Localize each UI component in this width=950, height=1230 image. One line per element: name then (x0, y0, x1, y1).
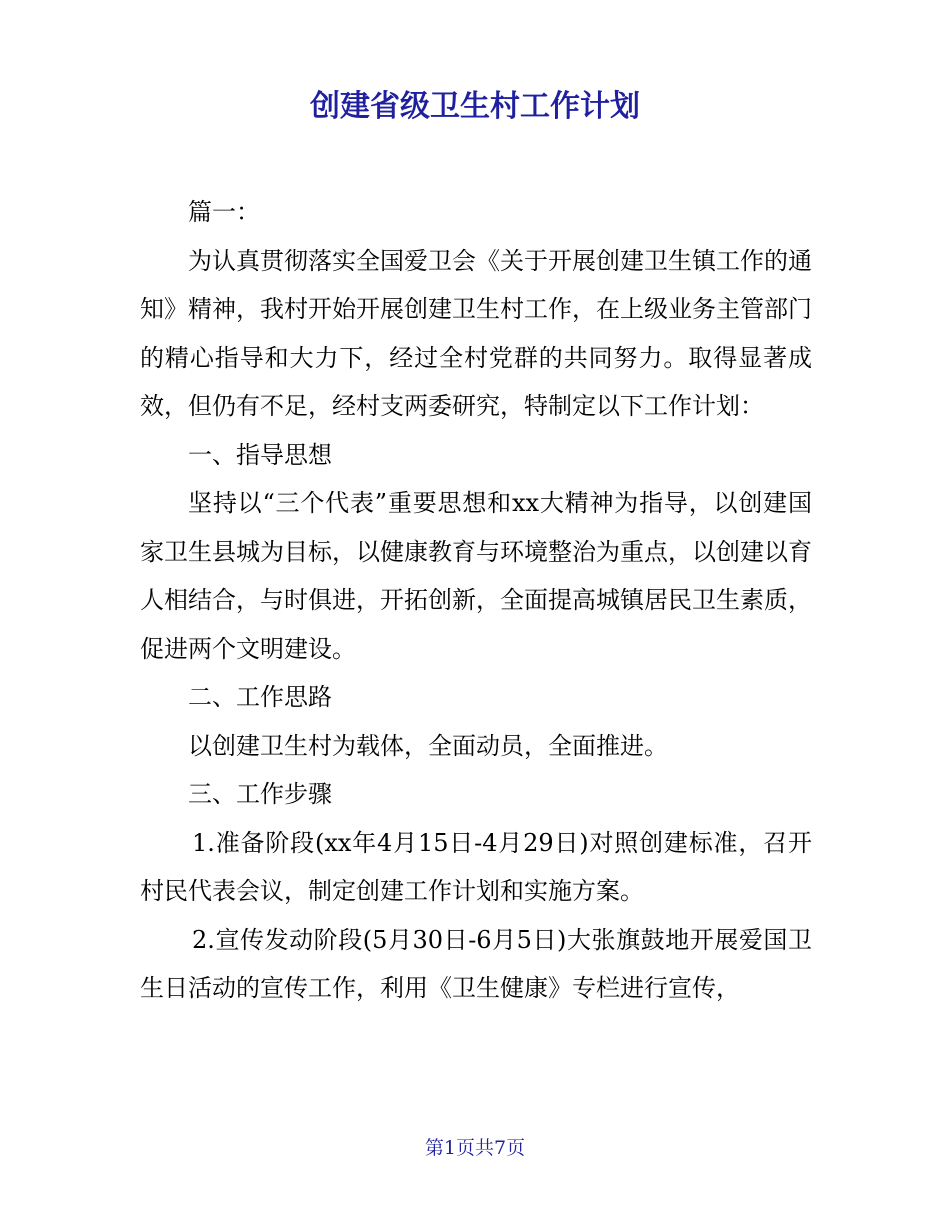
paragraph-section-label: 篇一： (188, 198, 260, 226)
paragraph-intro: 为认真贯彻落实全国爱卫会《关于开展创建卫生镇工作的通知》精神，我村开始开展创建卫生村工作，在上级业务主管部门的精心指导和大力下，经过全村党群的共同努力。取得显著成效，但仍有不足，经村支两委研究，特制定以下工作计划： (140, 246, 812, 420)
paragraph-guiding-ideology: 坚持以“三个代表”重要思想和xx大精神为指导，以创建国家卫生县城为目标，以健康教育与环境整治为重点，以创建以育人相结合，与时俱进，开拓创新，全面提高城镇居民卫生素质，促进两个文明建设。 (140, 489, 812, 663)
heading-work-steps: 三、工作步骤 (188, 780, 332, 808)
document-body (140, 188, 812, 1013)
paragraph-work-approach: 以创建卫生村为载体，全面动员，全面推进。 (188, 731, 668, 760)
paragraph-step-2: 2.宣传发动阶段(5月30日-6月5日)大张旗鼓地开展爱国卫生日活动的宣传工作，利用《卫生健康》专栏进行宣传， (140, 925, 812, 1002)
page-footer: 第1页共7页 (424, 1137, 526, 1159)
paragraph-step-1: 1.准备阶段(xx年4月15日-4月29日)对照创建标准，召开村民代表会议，制定创建工作计划和实施方案。 (140, 828, 812, 905)
heading-work-approach: 二、工作思路 (188, 683, 332, 711)
document-title: 创建省级卫生村工作计划 (310, 89, 640, 124)
heading-guiding-ideology: 一、指导思想 (188, 440, 332, 469)
